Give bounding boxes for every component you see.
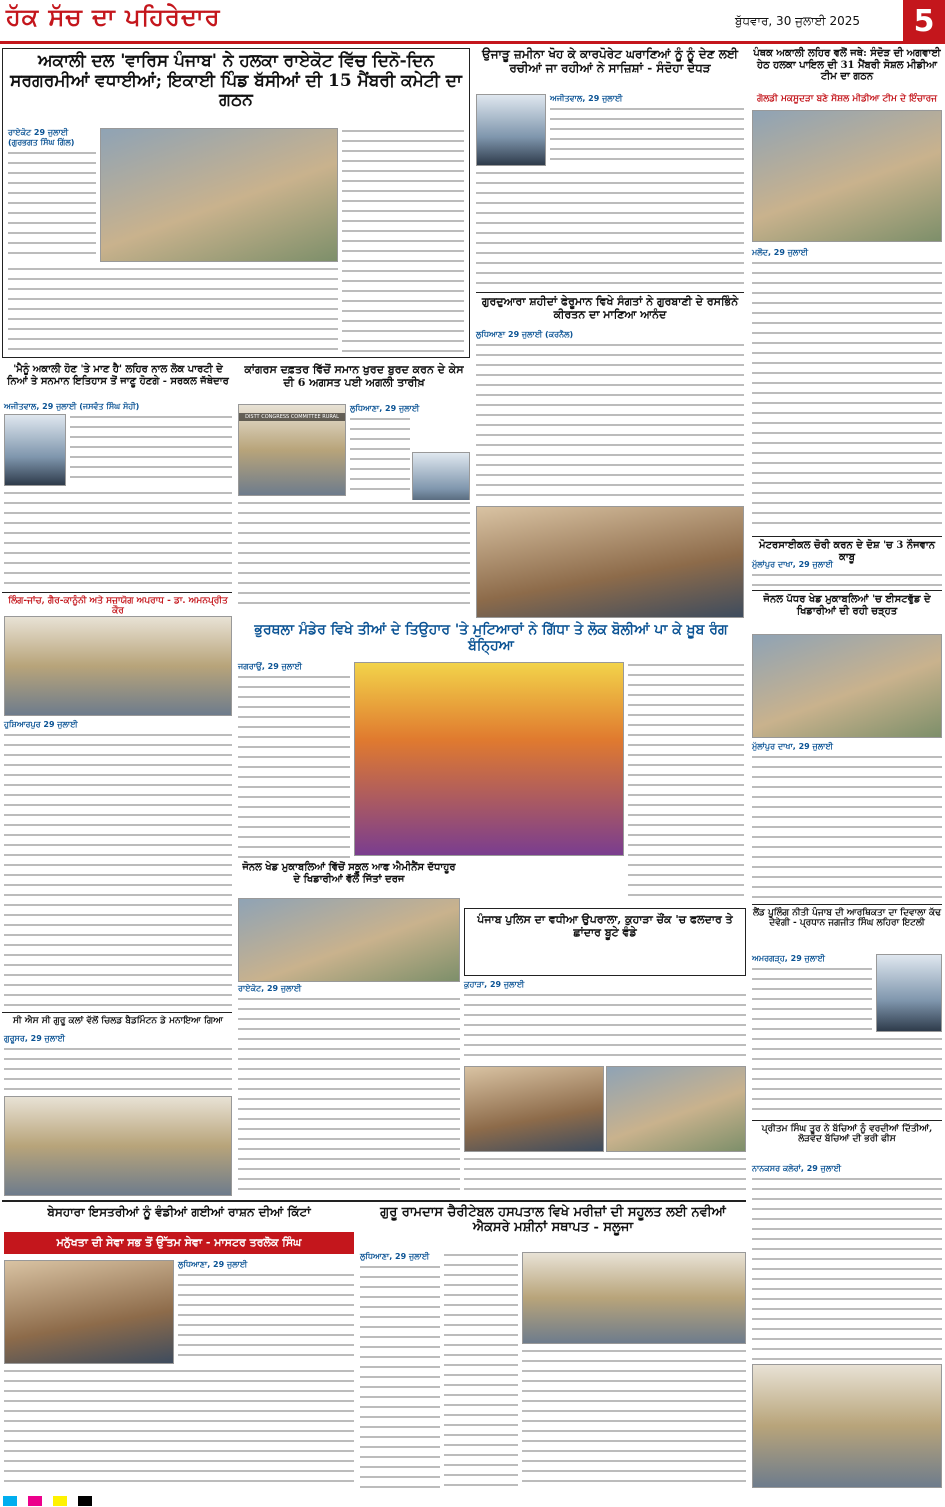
article-akali-group-photo — [100, 128, 338, 262]
article-hospital-headline: ਗੁਰੂ ਰਾਮਦਾਸ ਚੈਰੀਟੇਬਲ ਹਸਪਤਾਲ ਵਿਖੇ ਮਰੀਜ਼ਾਂ ਦੀ ਸਹੂਲਤ ਲਈ ਨਵੀਆਂ ਐਕਸਰੇ ਮਸ਼ੀਨਾਂ ਸਥਾਪਤ - ਸਲੂਜਾ — [380, 1205, 726, 1235]
article-police-photo-1 — [464, 1066, 604, 1152]
article-landpool-body-2 — [752, 1036, 942, 1116]
article-landpool-dateline: ਅਮਰਗੜ੍ਹ, 29 ਜੁਲਾਈ — [752, 954, 825, 963]
article-akali-body-2 — [342, 128, 464, 352]
article-pritam-dateline: ਨਾਨਕਸਰ ਕਲੇਰਾਂ, 29 ਜੁਲਾਈ — [752, 1164, 841, 1173]
article-panthak-dateline: ਮਲੌਦ, 29 ਜੁਲਾਈ — [752, 248, 809, 257]
divider — [2, 592, 232, 593]
article-mobile-headline: ਮੋਟਰਸਾਈਕਲ ਚੋਰੀ ਕਰਨ ਦੇ ਦੋਸ਼ 'ਚ 3 ਨੌਜਵਾਨ ਕਾਬੂ — [759, 540, 935, 563]
article-teeyan-body-1 — [238, 674, 350, 858]
article-zonal-school-body — [238, 996, 460, 1192]
article-hospital-body-3 — [522, 1348, 746, 1488]
article-teeyan-photo — [354, 662, 624, 856]
yellow-mark — [53, 1496, 67, 1506]
article-teeyan-body-2 — [628, 662, 744, 902]
article-pritam-body — [752, 1176, 942, 1360]
article-congress-headline: ਕਾਂਗਰਸ ਦਫ਼ਤਰ ਵਿੱਚੋਂ ਸਮਾਨ ਖੁਰਦ ਬੁਰਦ ਕਰਨ ਦੇ ਕੇਸ ਦੀ 6 ਅਗਸਤ ਪਈ ਅਗਲੀ ਤਾਰੀਖ਼ — [244, 363, 464, 389]
article-land-body-1 — [550, 106, 744, 166]
divider — [752, 1120, 942, 1121]
article-ration-photo — [4, 1260, 174, 1364]
article-akali-dateline: ਰਾਏਕੋਟ 29 ਜੁਲਾਈ (ਗੁਰਭਗਤ ਸਿੰਘ ਗਿੱਲ) — [8, 128, 75, 147]
article-police-photo-2 — [606, 1066, 746, 1152]
article-gurdwara-headline: ਗੁਰਦੁਆਰਾ ਸ਼ਹੀਦਾਂ ਫੇਰੂਮਾਨ ਵਿਖੇ ਸੰਗਤਾਂ ਨੇ ਗੁਰਬਾਣੀ ਦੇ ਰਸਭਿੰਨੇ ਕੀਰਤਨ ਦਾ ਮਾਣਿਆ ਆਨੰਦ — [481, 295, 739, 321]
magenta-mark — [28, 1496, 42, 1506]
article-gurdwara-dateline: ਲੁਧਿਆਣਾ 29 ਜੁਲਾਈ (ਕਰਨੈਲ) — [476, 330, 574, 339]
article-police-dateline: ਕੁਹਾੜਾ, 29 ਜੁਲਾਈ — [464, 980, 525, 989]
article-panthak-body — [752, 260, 942, 532]
article-ration-body-2 — [4, 1368, 354, 1488]
article-panthak-team-photo — [752, 110, 942, 242]
article-land-portrait — [476, 94, 546, 166]
article-youth-portrait — [4, 414, 66, 486]
article-pritam-photo — [752, 1364, 942, 1488]
article-police-headline: ਪੰਜਾਬ ਪੁਲਿਸ ਦਾ ਵਧੀਆ ਉਪਰਾਲਾ, ਕੁਹਾੜਾ ਚੌਂਕ 'ਚ ਫਲਦਾਰ ਤੇ ਛਾਂਦਾਰ ਬੂਟੇ ਵੰਡੇ — [477, 913, 733, 939]
article-zonal-east-dateline: ਮੁੱਲਾਂਪੁਰ ਦਾਖਾ, 29 ਜੁਲਾਈ — [752, 742, 833, 751]
divider — [476, 292, 744, 293]
registration-marks — [0, 1493, 945, 1507]
article-land-body-2 — [476, 170, 744, 288]
article-youth-dateline: ਅਜੀਤਵਾਲ, 29 ਜੁਲਾਈ (ਜਸਵੰਤ ਸਿੰਘ ਸੋਹੀ) — [4, 402, 140, 411]
congress-sign-text: DISTT CONGRESS COMMITTEE RURAL — [239, 413, 345, 421]
article-police-body-2 — [464, 1156, 746, 1192]
article-hospital-photo — [522, 1252, 746, 1344]
divider — [752, 536, 942, 537]
article-gender-headline: ਲਿੰਗ-ਜਾਂਚ, ਗੈਰ-ਕਾਨੂੰਨੀ ਅਤੇ ਸਜ਼ਾਯੋਗ ਅਪਰਾਧ - ਡਾ. ਅਮਨਪ੍ਰੀਤ ਕੌਰ — [8, 596, 228, 617]
article-badminton-headline: ਸੀ ਐਸ ਸੀ ਗੁਰੂ ਕਲਾਂ ਵੱਲੋਂ ਚਿਲਡ ਬੈਡਮਿੰਟਨ ਡੇ ਮਨਾਇਆ ਗਿਆ — [13, 1016, 223, 1026]
cyan-mark — [3, 1496, 17, 1506]
article-youth-body-2 — [4, 490, 232, 586]
article-congress-body-1 — [350, 416, 410, 496]
issue-date: ਬੁੱਧਵਾਰ, 30 ਜੁਲਾਈ 2025 — [735, 14, 861, 28]
article-teeyan-headline: ਭੁਰਥਲਾ ਮੰਡੇਰ ਵਿਖੇ ਤੀਆਂ ਦੇ ਤਿਉਹਾਰ 'ਤੇ ਮੁਟਿਆਰਾਂ ਨੇ ਗਿੱਧਾ ਤੇ ਲੋਕ ਬੋਲੀਆਂ ਪਾ ਕੇ ਖ਼ੂਬ ਰੰਗ ਬੰਨ੍ਹਿਆ — [254, 622, 728, 655]
article-land-headline: ਉਜਾੜੂ ਜ਼ਮੀਨਾ ਖੋਹ ਕੇ ਕਾਰਪੋਰੇਟ ਘਰਾਣਿਆਂ ਨੂੰ ਨੂੰ ਦੇਣ ਲਈ ਰਚੀਆਂ ਜਾ ਰਹੀਆਂ ਨੇ ਸਾਜ਼ਿਸ਼ਾਂ - ਸੰਦੋਹਾ ਦੇਧੜ — [482, 47, 738, 75]
article-teeyan-dateline: ਜਗਰਾਉਂ, 29 ਜੁਲਾਈ — [238, 662, 302, 671]
article-gurdwara-kirtan-photo — [476, 506, 744, 618]
article-badminton-dateline: ਗੁਰੂਸਰ, 29 ਜੁਲਾਈ — [4, 1034, 65, 1043]
divider — [752, 904, 942, 905]
article-mobile-dateline: ਮੁੱਲਾਂਪੁਰ ਦਾਖਾ, 29 ਜੁਲਾਈ — [752, 560, 833, 569]
article-gender-dateline: ਹੁਸ਼ਿਆਰਪੁਰ 29 ਜੁਲਾਈ — [4, 720, 78, 729]
article-congress-dateline: ਲੁਧਿਆਣਾ, 29 ਜੁਲਾਈ — [350, 404, 420, 413]
article-zonal-school-headline: ਜੋਨਲ ਖੇਡ ਮੁਕਾਬਲਿਆਂ ਵਿੱਚੋਂ ਸਕੂਲ ਆਫ ਐਮੀਨੈਂਸ ਦੱਧਾਹੂਰ ਦੇ ਖਿਡਾਰੀਆਂ ਵੱਲੋਂ ਜਿੱਤਾਂ ਦਰਜ — [242, 862, 456, 885]
article-ration-headline: ਬੇਸਹਾਰਾ ਇਸਤਰੀਆਂ ਨੂੰ ਵੰਡੀਆਂ ਗਈਆਂ ਰਾਸ਼ਨ ਦੀਆਂ ਕਿੱਟਾਂ — [47, 1205, 311, 1219]
article-mobile-body — [752, 572, 942, 588]
article-zonal-school-dateline: ਰਾਏਕੋਟ, 29 ਜੁਲਾਈ — [238, 984, 302, 993]
article-akali-body-1 — [8, 150, 96, 262]
divider — [2, 1200, 746, 1202]
article-landpool-headline: ਲੈਂਡ ਪੂਲਿੰਗ ਨੀਤੀ ਪੰਜਾਬ ਦੀ ਆਰਥਿਕਤਾ ਦਾ ਦਿਵਾਲਾ ਕੱਢ ਦੇਵੇਗੀ - ਪ੍ਰਧਾਨ ਜਗਜੀਤ ਸਿੰਘ ਲਹਿਰਾ ਇਟਲੀ — [752, 908, 942, 929]
article-hospital-body-1 — [360, 1264, 440, 1488]
article-akali-headline: ਅਕਾਲੀ ਦਲ 'ਵਾਰਿਸ ਪੰਜਾਬ' ਨੇ ਹਲਕਾ ਰਾਏਕੋਟ ਵਿੱਚ ਦਿਨੋ-ਦਿਨ ਸਰਗਰਮੀਆਂ ਵਧਾਈਆਂ; ਇਕਾਈ ਪਿੰਡ ਬੱਸੀਆਂ ਦੀ 15 ਮੈਂਬਰੀ ਕਮੇਟੀ ਦਾ ਗਠਨ — [10, 51, 462, 111]
article-ration-dateline: ਲੁਧਿਆਣਾ, 29 ਜੁਲਾਈ — [178, 1260, 248, 1269]
article-zonal-east-photo — [752, 634, 942, 738]
article-panthak-headline: ਪੰਥਕ ਅਕਾਲੀ ਲਹਿਰ ਵਲੋਂ ਜਥੇ: ਸੰਦੋੜ ਦੀ ਅਗਵਾਈ ਹੇਠ ਹਲਕਾ ਪਾਇਲ ਦੀ 31 ਮੈਂਬਰੀ ਸੋਸ਼ਲ ਮੀਡੀਆ ਟੀਮ ਦਾ ਗਠਨ — [753, 48, 941, 82]
article-zonal-east-body — [752, 754, 942, 900]
article-ration-body-1 — [178, 1272, 354, 1364]
article-ration-banner: ਮਨੁੱਖਤਾ ਦੀ ਸੇਵਾ ਸਭ ਤੋਂ ਉੱਤਮ ਸੇਵਾ - ਮਾਸਟਰ ਤਰਲੋਕ ਸਿੰਘ — [4, 1232, 354, 1254]
article-youth-body-1 — [70, 414, 232, 486]
article-pritam-headline: ਪ੍ਰੀਤਮ ਸਿੰਘ ਤੂਰ ਨੇ ਬੱਚਿਆਂ ਨੂੰ ਵਰਦੀਆਂ ਦਿੱਤੀਆਂ, ਲੋੜਵੰਦ ਬੱਚਿਆਂ ਦੀ ਭਰੀ ਫੀਸ — [761, 1124, 933, 1145]
article-landpool-body-1 — [752, 966, 872, 1032]
article-gender-photo — [4, 616, 232, 716]
article-zonal-east-headline: ਜੋਨਲ ਪੱਧਰ ਖੇਡ ਮੁਕਾਬਲਿਆਂ 'ਚ ਈਸਟਵੁੱਡ ਦੇ ਖਿਡਾਰੀਆਂ ਦੀ ਰਹੀ ਚੜ੍ਹਤ — [763, 594, 931, 617]
article-congress-office-photo — [238, 404, 346, 496]
article-panthak-subhead: ਗੋਲਡੀ ਮਕਸੂਦੜਾ ਬਣੇ ਸੋਸ਼ਲ ਮੀਡੀਆ ਟੀਮ ਦੇ ਇੰਚਾਰਜ — [756, 94, 938, 104]
article-badminton-body — [4, 1046, 232, 1092]
article-hospital-body-2 — [444, 1252, 518, 1488]
article-akali-body-3 — [8, 266, 338, 352]
article-land-dateline: ਅਜੀਤਵਾਲ, 29 ਜੁਲਾਈ — [550, 94, 623, 103]
article-badminton-photo — [4, 1096, 232, 1196]
article-gender-body — [4, 732, 232, 1008]
article-youth-headline: 'ਮੈਨੂੰ ਅਕਾਲੀ ਹੋਣ 'ਤੇ ਮਾਣ ਹੈ' ਲਹਿਰ ਨਾਲ ਲੋਕ ਪਾਰਟੀ ਦੇ ਨਿਆਂ ਤੇ ਸਨਮਾਨ ਇਤਿਹਾਸ ਤੋਂ ਜਾਣੂ ਹੋਣਗੇ - ਸਰਕਲ ਜੱਥੇਦਾਰ — [7, 364, 229, 387]
article-hospital-dateline: ਲੁਧਿਆਣਾ, 29 ਜੁਲਾਈ — [360, 1252, 430, 1261]
newspaper-title: ਹੱਕ ਸੱਚ ਦਾ ਪਹਿਰੇਦਾਰ — [6, 2, 221, 31]
article-zonal-school-photo — [238, 898, 460, 982]
divider — [752, 590, 942, 591]
article-landpool-portrait — [876, 954, 942, 1032]
divider — [2, 1012, 232, 1013]
page-number: 5 — [903, 0, 945, 44]
article-gurdwara-body — [476, 342, 744, 502]
article-congress-body-2 — [238, 500, 470, 610]
article-police-body — [464, 992, 746, 1062]
black-mark — [78, 1496, 92, 1506]
